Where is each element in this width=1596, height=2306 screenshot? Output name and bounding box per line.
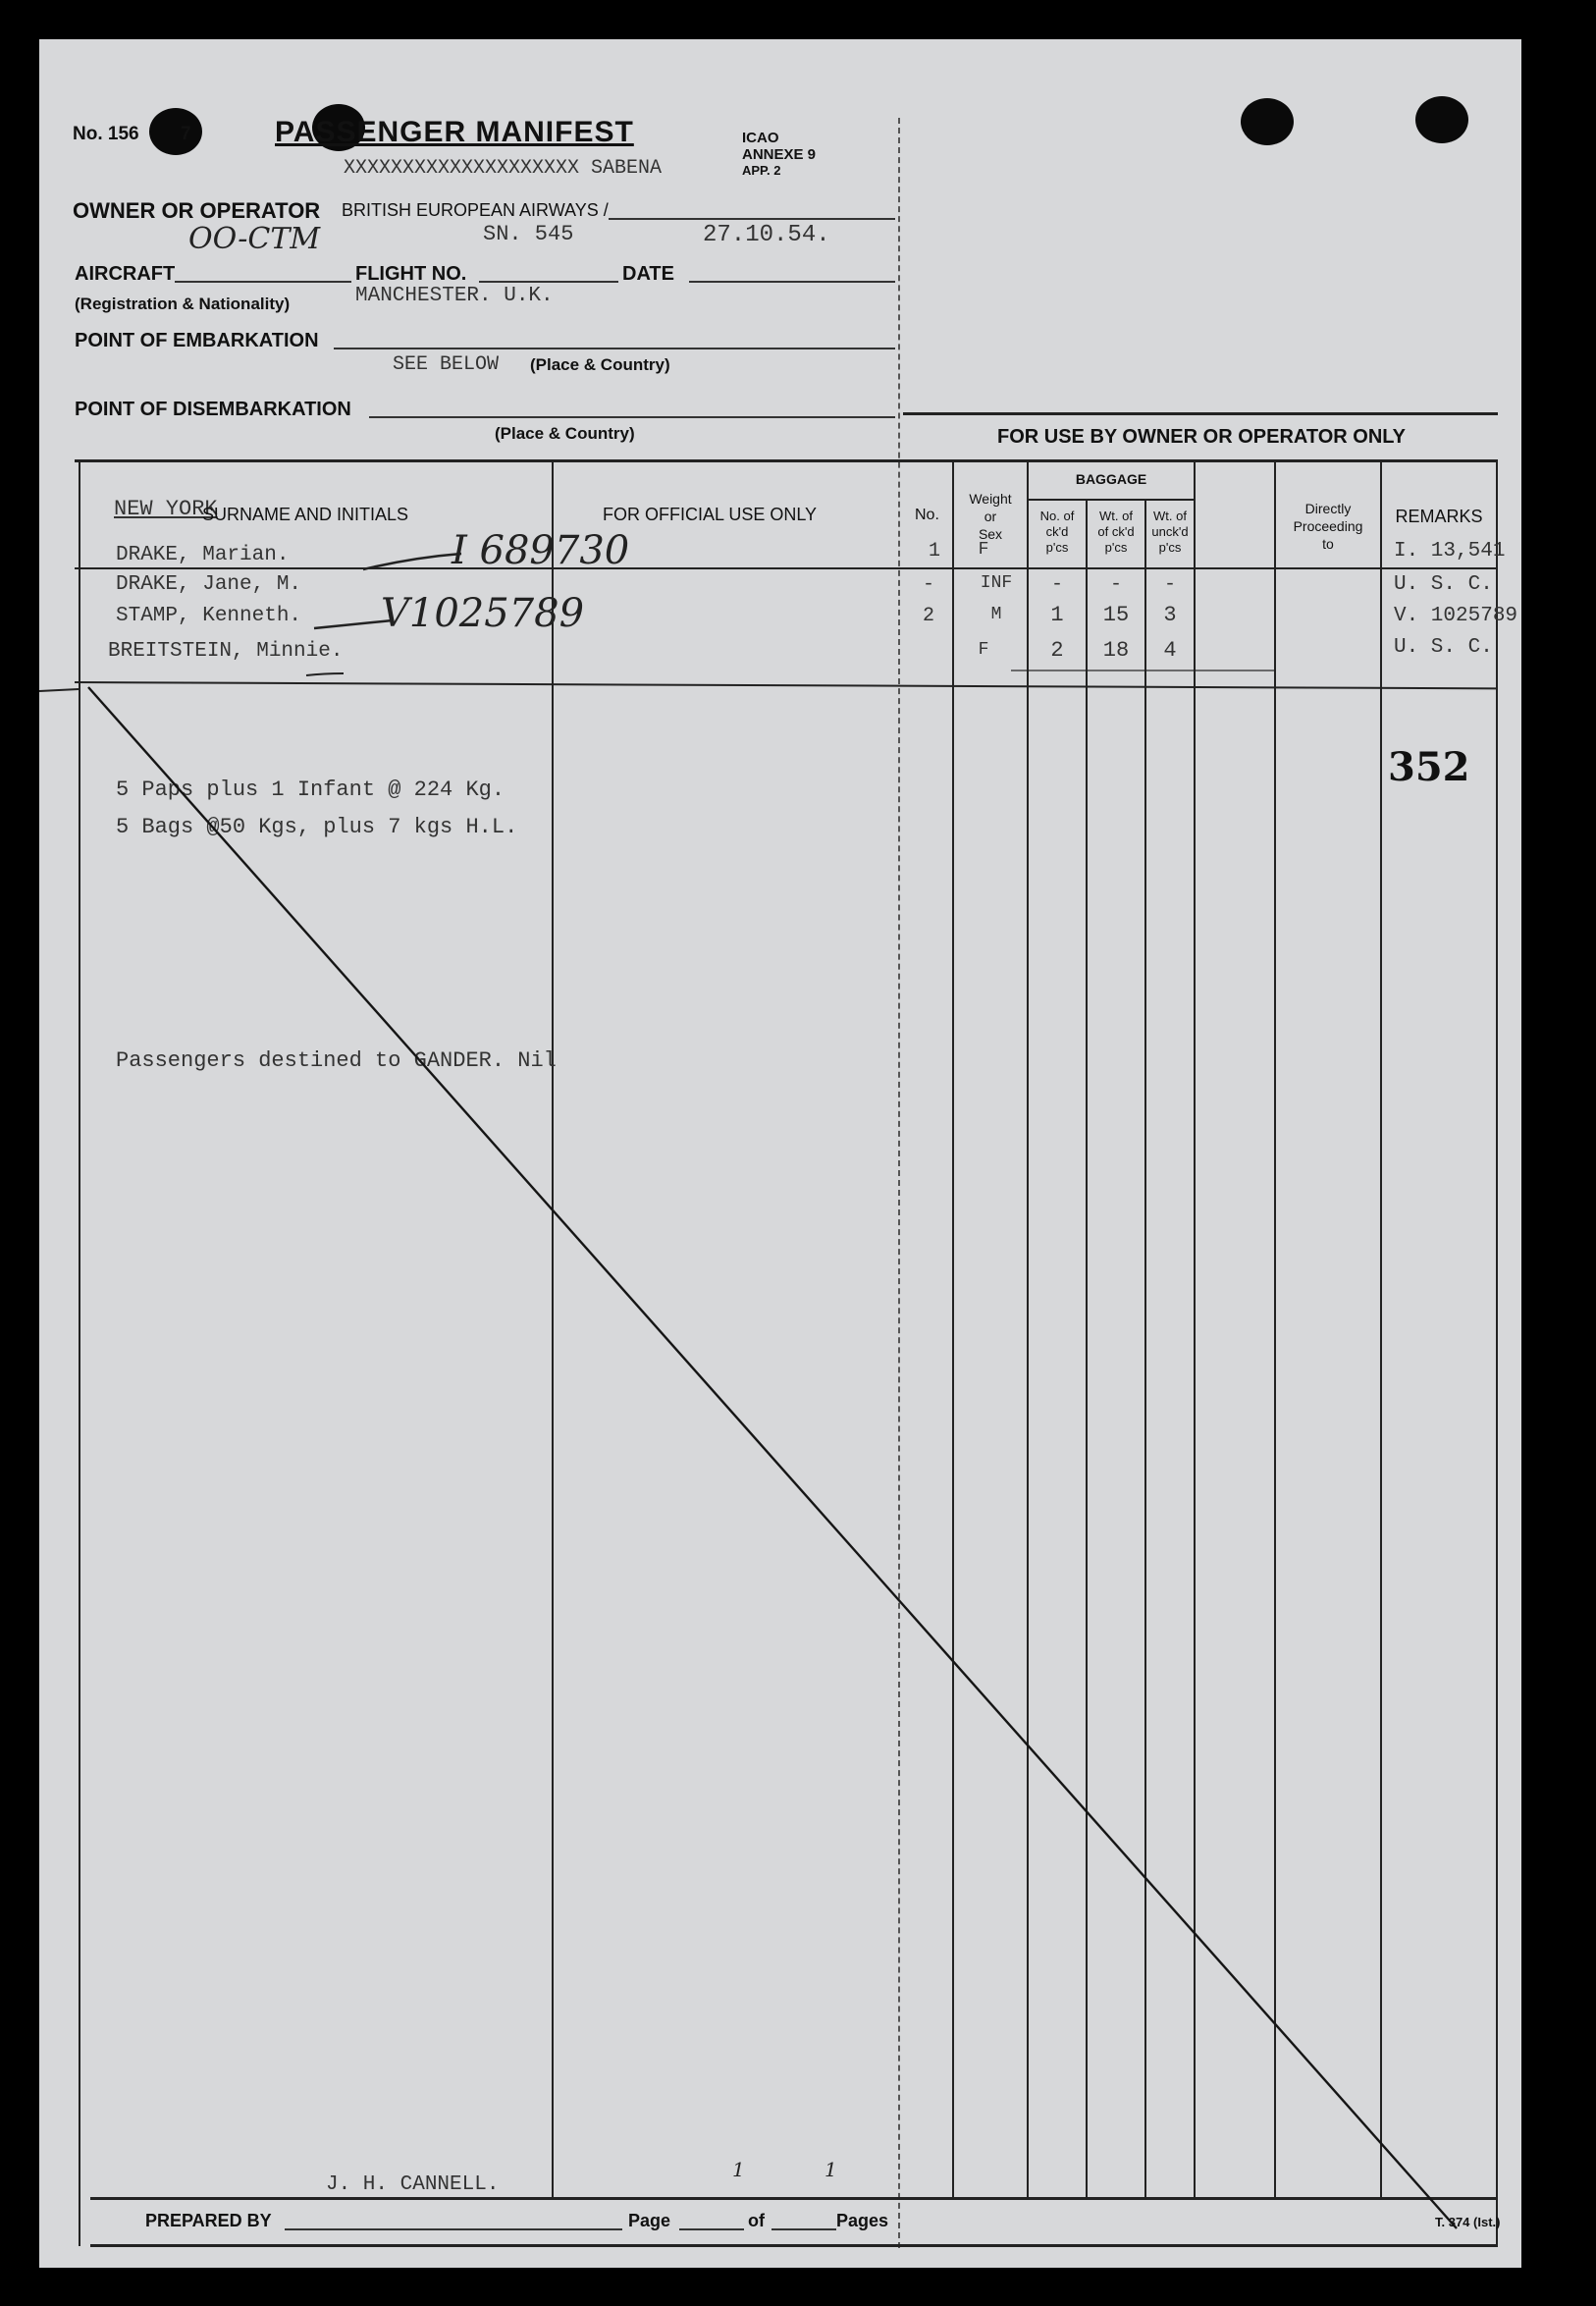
embarkation-place-label: (Place & Country) [530, 355, 670, 374]
col-header-bag-unck-3: p'cs [1158, 540, 1182, 555]
embarkation-value: MANCHESTER. U.K. [355, 285, 554, 307]
pages-handwritten: 1 [825, 2158, 837, 2181]
cancellation-overlay [39, 39, 1521, 2268]
unchecked-weight: 4 [1163, 638, 1177, 663]
flight-label: FLIGHT NO. [355, 263, 467, 285]
col-header-bag-unck-1: Wt. of [1153, 509, 1187, 523]
cancellation-diagonal [88, 687, 1457, 2228]
form-number-suffix: 7 [181, 124, 191, 144]
col-header-weight-3: Sex [978, 526, 1003, 542]
col-header-bag-wt-1: Wt. of [1099, 509, 1133, 523]
passenger-no: 1 [928, 540, 940, 563]
col-header-name: SURNAME AND INITIALS [202, 505, 409, 524]
bag-count: 1 [1050, 603, 1064, 627]
unchecked-weight: 3 [1163, 603, 1177, 627]
disembarkation-label: POINT OF DISEMBARKATION [75, 399, 351, 420]
col-header-direct-2: Proceeding [1293, 518, 1363, 534]
flight-number-value: SN. 545 [483, 222, 574, 246]
col-header-official: FOR OFFICIAL USE ONLY [603, 505, 818, 524]
page-label: Page [628, 2211, 671, 2230]
pen-stroke [363, 554, 461, 569]
icao-line-1: ICAO [742, 130, 779, 146]
form-code: T. 374 (Ist.) [1435, 2215, 1501, 2229]
col-header-weight-1: Weight [969, 491, 1012, 507]
bag-count: 2 [1050, 638, 1064, 663]
col-header-bag-wt-2: of ck'd [1097, 524, 1135, 539]
passenger-sex: F [978, 540, 989, 560]
stamp-number: 352 [1388, 744, 1470, 790]
remarks-value: V. 1025789 [1394, 605, 1518, 627]
gander-note: Passengers destined to GANDER. Nil [116, 1048, 557, 1073]
typed-signature: J. H. CANNELL. [326, 2173, 500, 2196]
disembarkation-place-label: (Place & Country) [495, 424, 635, 443]
passenger-sex: M [990, 605, 1002, 624]
page-handwritten: 1 [732, 2158, 745, 2181]
passenger-summary: 5 Paps plus 1 Infant @ 224 Kg. [116, 778, 505, 802]
operator-only-heading: FOR USE BY OWNER OR OPERATOR ONLY [997, 426, 1406, 448]
aircraft-label: AIRCRAFT [75, 263, 176, 285]
date-label: DATE [622, 263, 674, 285]
col-header-direct-3: to [1322, 536, 1334, 552]
icao-line-2: ANNEXE 9 [742, 146, 817, 163]
pages-label: Pages [836, 2211, 889, 2230]
remarks-value: U. S. C. [1394, 573, 1493, 596]
col-header-direct-1: Directly [1304, 501, 1352, 516]
pen-stroke [39, 689, 79, 691]
col-header-bag-no-2: ck'd [1045, 524, 1069, 539]
passenger-name: STAMP, Kenneth. [116, 605, 302, 627]
passenger-name: DRAKE, Jane, M. [116, 573, 302, 596]
embarkation-label: POINT OF EMBARKATION [75, 330, 319, 351]
col-header-bag-wt-3: p'cs [1104, 540, 1128, 555]
baggage-summary: 5 Bags @50 Kgs, plus 7 kgs H.L. [116, 815, 518, 839]
col-header-remarks: REMARKS [1395, 507, 1483, 526]
bag-count: - [1050, 573, 1063, 596]
page-title: PASSENGER MANIFEST [275, 116, 634, 148]
of-label: of [748, 2211, 765, 2230]
bag-weight: - [1109, 573, 1122, 596]
passenger-name: DRAKE, Marian. [116, 544, 290, 566]
col-header-bag-unck-2: unck'd [1151, 524, 1189, 539]
passenger-sex: F [978, 640, 989, 660]
passport-handwritten: I 689730 [452, 528, 630, 573]
registration-label: (Registration & Nationality) [75, 295, 291, 313]
registration-handwritten: OO-CTM [188, 222, 321, 256]
unchecked-weight: - [1163, 573, 1176, 596]
bag-weight: 18 [1102, 638, 1130, 663]
remarks-value: U. S. C. [1394, 636, 1493, 659]
destination-value: NEW YORK [114, 497, 218, 521]
owner-label: OWNER OR OPERATOR [73, 198, 321, 223]
pen-stroke [314, 620, 393, 628]
passenger-no: - [922, 573, 934, 596]
struck-operator-line: XXXXXXXXXXXXXXXXXXXX SABENA [344, 157, 663, 180]
remarks-value: I. 13,541 [1394, 540, 1506, 563]
col-header-weight-2: or [984, 509, 997, 524]
col-header-bag-no-1: No. of [1039, 509, 1075, 523]
pen-stroke [306, 673, 344, 675]
col-header-no: No. [915, 507, 939, 523]
owner-value: BRITISH EUROPEAN AIRWAYS / [342, 200, 609, 220]
col-header-baggage: BAGGAGE [1075, 471, 1147, 487]
passport-handwritten: V1025789 [381, 591, 585, 636]
bag-weight: 15 [1102, 603, 1130, 627]
form-number-label: No. 156 [73, 124, 139, 144]
date-value: 27.10.54. [703, 222, 830, 248]
manifest-sheet [39, 39, 1521, 2268]
passenger-no: 2 [922, 605, 934, 627]
embarkation-place-value: SEE BELOW [393, 353, 500, 376]
passenger-sex: INF [980, 573, 1013, 593]
prepared-by-label: PREPARED BY [145, 2211, 272, 2230]
col-header-bag-no-3: p'cs [1045, 540, 1069, 555]
passenger-name: BREITSTEIN, Minnie. [108, 640, 344, 663]
icao-line-3: APP. 2 [742, 163, 781, 178]
